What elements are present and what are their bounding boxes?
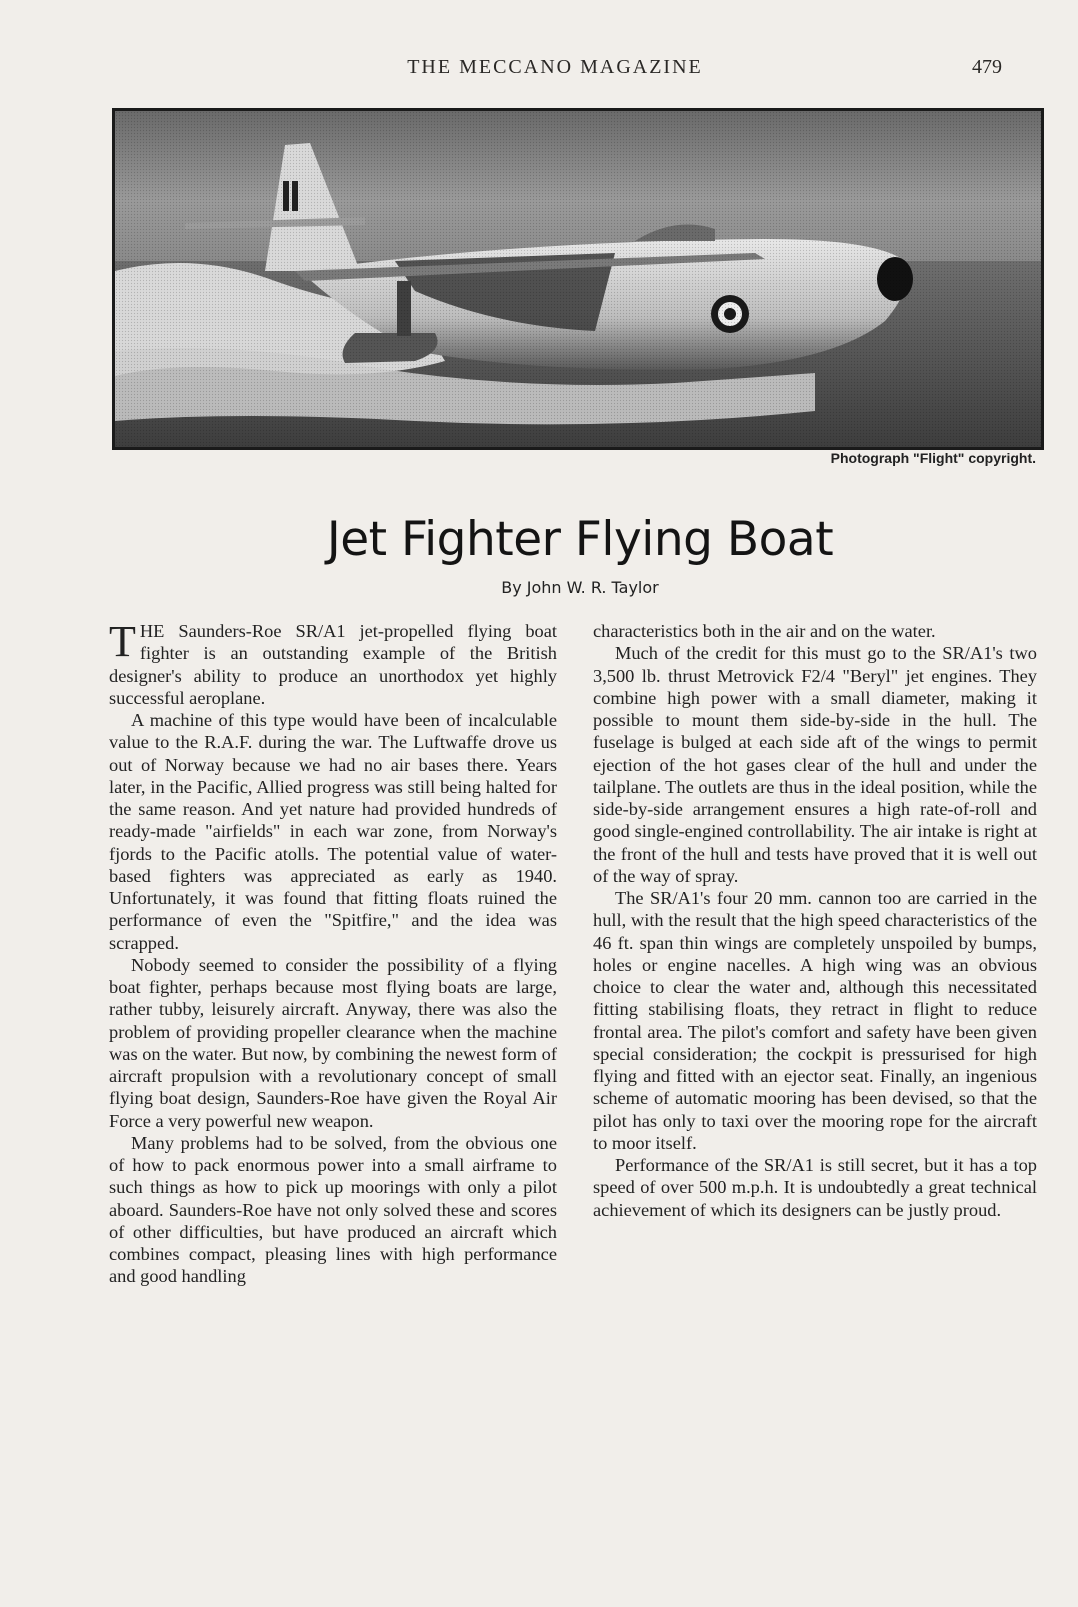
page-number: 479 (972, 56, 1002, 78)
paragraph (109, 617, 557, 709)
paragraph-text: HE Saunders-Roe SR/A1 jet-propelled flying boat fighter is an outstanding example of the British designer's ability to produce an unorthodox yet highly successful aeroplane. (109, 621, 557, 708)
photo-credit: Photograph "Flight" copyright. (830, 450, 1036, 466)
article-byline: By John W. R. Taylor (501, 578, 659, 597)
paragraph: Nobody seemed to consider the possibility of a flying boat fighter, perhaps because most flying boats are large, rather tubby, leisurely aircraft. Anyway, there was also the problem of providing propeller clearance when the machine was on the water. But now, by combining the newest form of aircraft propulsion with a revolutionary concept of small flying boat design, Saunders-Roe have given the Royal Air Force a very powerful new weapon. (109, 954, 557, 1131)
article-title: Jet Fighter Flying Boat (326, 512, 834, 567)
paragraph: A machine of this type would have been of incalculable value to the R.A.F. during the war. The Luftwaffe drove us out of Norway because we had no air bases there. Years later, in the Pacific, Allied progress was still being halted for the same reason. And yet nature had provided hundreds of ready-made "airfields" in each war zone, from Norway's fjords to the Pacific atolls. The potential value of water-based fighters was appreciated as early as 1940. Unfortunately, it was found that fitting floats ruined the performance of even the "Spitfire," and the idea was scrapped. (109, 710, 557, 953)
aircraft-photo (112, 108, 1044, 450)
running-header: THE MECCANO MAGAZINE (407, 56, 703, 78)
drop-cap: T (109, 617, 136, 666)
article-column-right (593, 620, 1037, 1221)
paragraph: Performance of the SR/A1 is still secret, but it has a top speed of over 500 m.p.h. It is undoubtedly a great technical achievement of which its designers can be justly proud. (593, 1155, 1037, 1220)
paragraph: Many problems had to be solved, from the obvious one of how to pack enormous power into a small airframe to such things as how to pick up moorings with only a pilot aboard. Saunders-Roe have not only solved these and scores of other difficulties, but have produced an aircraft which combines compact, pleasing lines with high performance and good handling (109, 1132, 557, 1287)
article-column-left (109, 617, 557, 1288)
paragraph: The SR/A1's four 20 mm. cannon too are carried in the hull, with the result that the high speed characteristics of the 46 ft. span thin wings are completely unspoiled by bumps, holes or engine nacelles. A high wing was an obvious choice to clear the water and, although this necessitated fitting stabilising floats, they retract in flight to reduce frontal area. The pilot's comfort and safety have been given special consideration; the cockpit is pressurised for high flying and fitted with an ejector seat. Finally, an ingenious scheme of automatic mooring has been devised, so that the pilot has only to taxi over the mooring rope for the aircraft to moor itself. (593, 888, 1037, 1153)
paragraph: characteristics both in the air and on the water. (593, 621, 936, 641)
flying-boat-photo-illustration (115, 111, 1041, 447)
paragraph: Much of the credit for this must go to the SR/A1's two 3,500 lb. thrust Metrovick F2/4 "Beryl" jet engines. They combine high power with a small diameter, making it possible to mount them side-by-side in the hull. The fuselage is bulged at each side aft of the wings to permit ejection of the hot gases clear of the hull and under the tailplane. The outlets are thus in the ideal position, while the side-by-side arrangement ensures a high rate-of-roll and good single-engined controllability. The air intake is right at the front of the hull and tests have proved that it is well out of the way of spray. (593, 643, 1037, 886)
